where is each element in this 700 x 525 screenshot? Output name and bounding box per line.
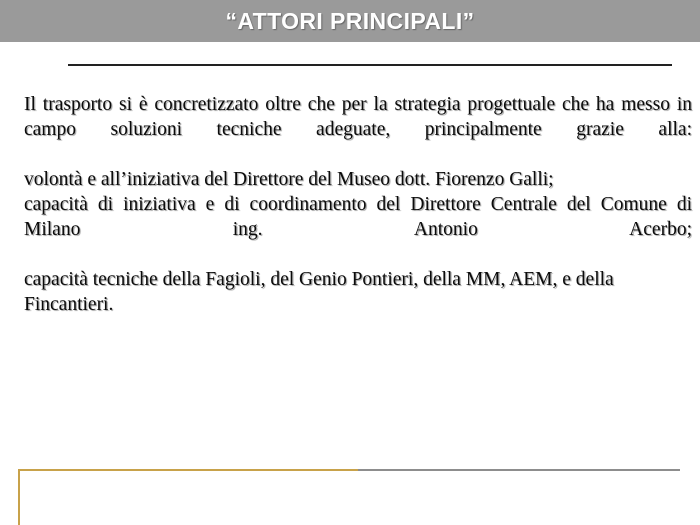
body-paragraph-1: Il trasporto si è concretizzato oltre che per la strategia progettuale che ha messo in campo soluzioni tecniche adeguate, principalmente grazie alla: [24, 94, 692, 140]
title-divider [68, 64, 672, 66]
body-paragraph-2: volontà e all’iniziativa del Direttore del Museo dott. Fiorenzo Galli; [24, 169, 554, 190]
footer-left-accent-bar [18, 469, 20, 525]
slide-title-bar [0, 0, 700, 42]
slide-body [24, 92, 692, 317]
body-paragraph-3: capacità di iniziativa e di coordinamento del Direttore Centrale del Comune di Milano ing. Antonio Acerbo; [24, 194, 692, 240]
footer-grey-rule [358, 469, 680, 471]
page-title: “ATTORI PRINCIPALI” [225, 7, 475, 34]
body-paragraph-4: capacità tecniche della Fagioli, del Genio Pontieri, della MM, AEM, e della Fincantieri. [24, 269, 614, 315]
